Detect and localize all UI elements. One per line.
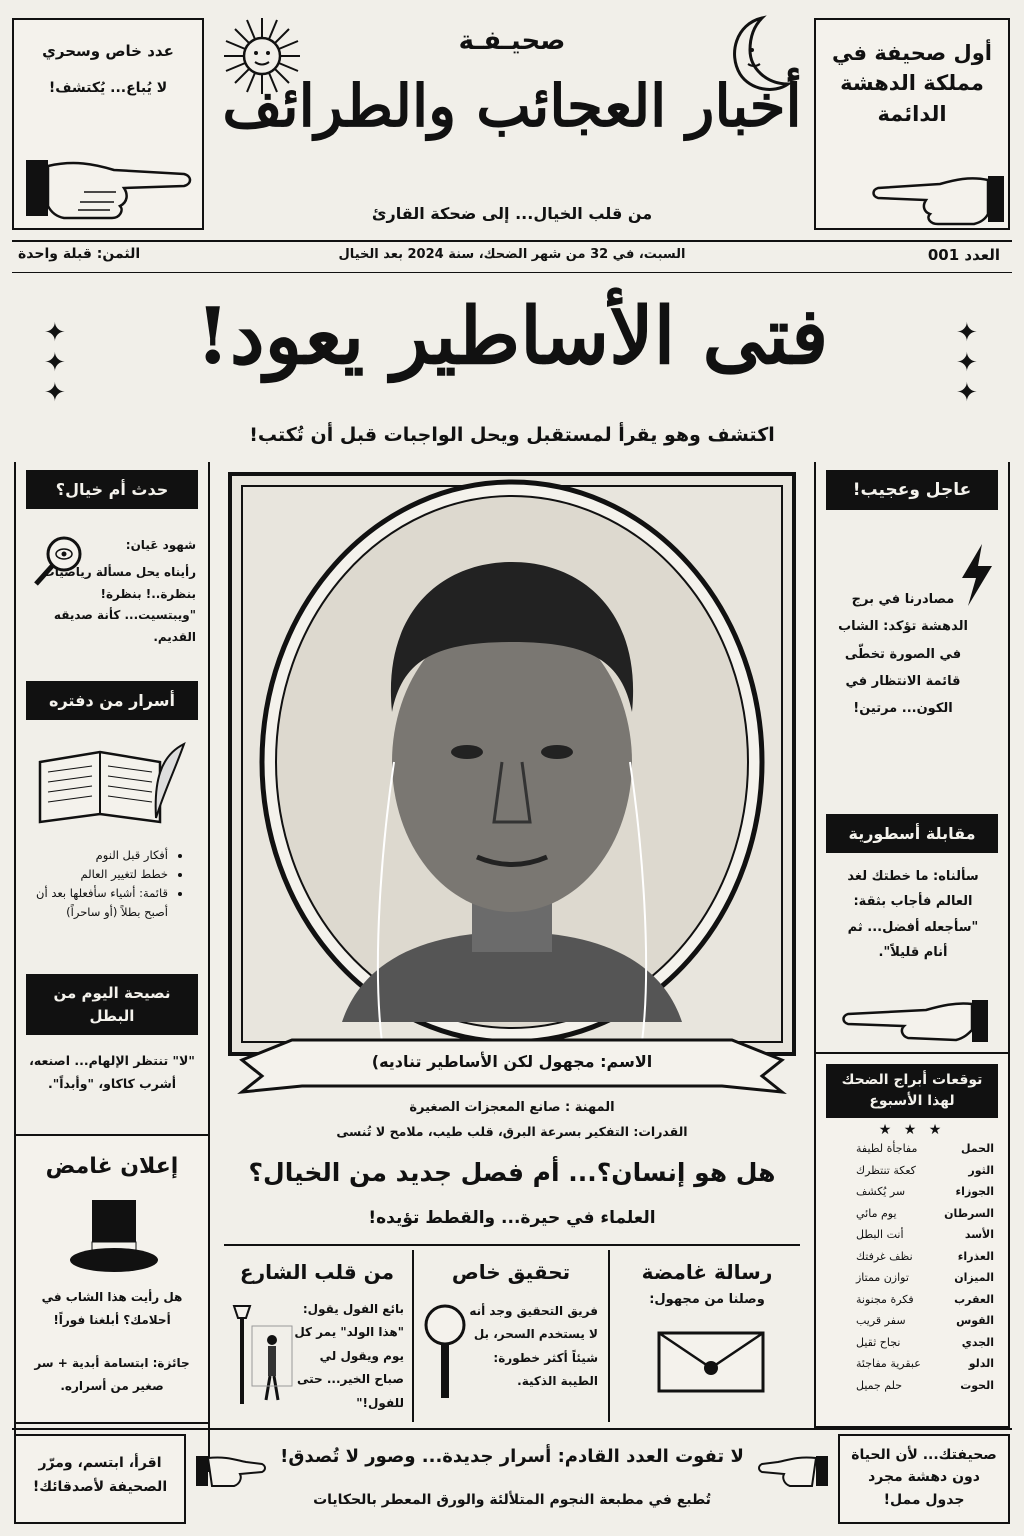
footer-left-box	[14, 1434, 186, 1524]
secrets-list	[32, 846, 182, 922]
investigation-body: فريق التحقيق وجد أنه لا يستخدم السحر، بل شيئاً أكثر خطورة: الطيبة الذكية.	[469, 1304, 598, 1389]
issue-price: الثمن: قبلة واحدة	[18, 246, 141, 262]
issue-date: السبت، في 32 من شهر الضحك، سنة 2024 بعد الخيال	[338, 247, 686, 262]
masthead-left-box	[12, 18, 204, 230]
list-item: الميزان توازن ممتاز	[856, 1271, 994, 1284]
mystery-ad-prize: جائزة: ابتسامة أبدية + سر صغير من أسراره.	[34, 1356, 190, 1393]
section-rule	[224, 1244, 800, 1246]
main-headline: فتى الأساطير يعود!	[195, 291, 829, 382]
portrait-powers: القدرات: التفكير بسرعة البرق، قلب طيب، ملامح لا تُنسى	[336, 1124, 688, 1139]
street-column	[224, 1250, 410, 1422]
interview-title: مقابلة أسطورية	[826, 814, 998, 853]
advice-title: نصيحة اليوم من البطل	[26, 974, 198, 1035]
quill-icon	[150, 742, 190, 822]
footer-next-issue: لا تفوت العدد القادم: أسرار جديدة... وصور لا تُصدق!	[280, 1446, 744, 1467]
star-icon: ★ ★ ★	[878, 1122, 946, 1138]
footer-rule	[12, 1428, 1012, 1430]
masthead-right-box	[814, 18, 1010, 230]
investigation-column	[418, 1250, 604, 1422]
breaking-body: مصادرنا في برج الدهشة تؤكد: الشاب في الصورة تخطّى قائمة الانتظار في الكون... مرتين!	[838, 592, 968, 717]
special-issue-text: عدد خاص وسحري	[42, 42, 174, 60]
footer-center	[196, 1434, 828, 1524]
column-divider	[608, 1250, 610, 1422]
portrait-frame	[222, 462, 802, 1142]
fact-or-fiction-title: حدث أم خيال؟	[26, 470, 198, 509]
star-icon: ✦ ✦ ✦	[44, 318, 66, 408]
mystery-ad-box	[14, 1134, 210, 1424]
list-item: الأسد أنت البطل	[856, 1228, 994, 1241]
first-newspaper-text: أول صحيفة في مملكة الدهشة الدائمة	[832, 41, 992, 126]
secrets-title: أسرار من دفتره	[26, 681, 198, 720]
pointing-hand-icon	[24, 146, 194, 226]
magnifier-icon	[422, 1302, 468, 1402]
horoscope-list	[816, 1138, 1008, 1396]
list-item: الحوت حلم جميل	[856, 1378, 994, 1392]
message-title: رسالة غامضة	[641, 1260, 773, 1284]
pointing-hand-icon	[840, 998, 990, 1044]
list-item: الثور كعكة تنتظرك	[856, 1163, 994, 1177]
footer-right-box	[838, 1434, 1010, 1524]
portrait-name: الاسم: مجهول لكن الأساطير تناديه)	[371, 1052, 653, 1071]
witnesses-label: شهود عَيان:	[125, 538, 196, 552]
list-item: السرطان يوم مائي	[856, 1206, 994, 1220]
list-item: • قائمة: أشياء سأفعلها بعد أن أصبح بطلاً (أو ساحراً)	[32, 884, 168, 922]
fact-or-fiction-body: رأيناه يحل مسألة رياضيات بنظرة..! بنظرة! "ويبتسيت... كأنة صديقه القديم.	[42, 565, 196, 644]
footer-left-text: اقرأ، ابتسم، ومرّر الصحيفة لأصدقائك!	[32, 1455, 168, 1495]
dateline-rule-top	[12, 240, 1012, 242]
investigation-title: تحقيق خاص	[451, 1260, 571, 1284]
mystery-ad-body: هل رأيت هذا الشاب في أحلامك؟ أبلغنا فوراً!	[41, 1290, 183, 1327]
street-title: من قلب الشارع	[239, 1260, 395, 1284]
issue-number: العدد 001	[927, 246, 1000, 264]
list-item: العقرب فكرة مجنونة	[856, 1292, 994, 1306]
interview-body: سألناه: ما خطتك لغد العالم فأجاب بثقة: "سأجعله أفضل... ثم أنام قليلاً".	[847, 869, 979, 961]
message-column	[614, 1250, 800, 1422]
street-body: بائع الفول يقول: "هذا الولد" يمر كل يوم ويقول لي صباح الخير... حتى للفول!"	[294, 1302, 404, 1410]
pointing-hand-icon	[196, 1450, 266, 1490]
column-divider	[412, 1250, 414, 1422]
list-item: الحمل مفاجأة لطيفة	[856, 1142, 994, 1155]
top-hat-icon	[66, 1194, 162, 1280]
list-item: • خطط لتغيير العالم	[32, 865, 168, 884]
kicker-text: صحيـفـة	[458, 26, 566, 56]
mystery-ad-title: إعلان غامض	[45, 1154, 179, 1179]
list-item: العذراء نظف غرفتك	[856, 1249, 994, 1263]
not-for-sale-text: لا يُباع... يُكتشف!	[48, 80, 168, 96]
second-story-title: هل هو إنسان؟... أم فصل جديد من الخيال؟	[248, 1158, 776, 1187]
list-item: • أفكار قبل النوم	[32, 846, 168, 865]
footer-printer: تُطبع في مطبعة النجوم المتلألئة والورق المعطر بالحكايات	[313, 1492, 711, 1508]
bottom-columns	[224, 1250, 800, 1422]
pointing-hand-icon	[870, 170, 1006, 226]
message-body: وصلنا من مجهول:	[649, 1292, 765, 1307]
masthead-center	[212, 12, 812, 232]
horoscope-box	[814, 1052, 1010, 1428]
masthead-title: أخبار العجائب والطرائف	[222, 72, 802, 140]
list-item: الدلو عبقرية مفاجئة	[856, 1357, 994, 1370]
main-subtitle: اكتشف وهو يقرأ لمستقبل ويحل الواجبات قبل أن تُكتب!	[249, 424, 775, 446]
dateline-rule-bottom	[12, 272, 1012, 273]
advice-body: "لا" تنتظر الإلهام... اصنعه، أشرب كاكاو، "وأبداً".	[29, 1053, 195, 1091]
masthead-tagline: من قلب الخيال... إلى ضحكة القارئ	[371, 204, 653, 223]
envelope-icon	[656, 1330, 766, 1394]
breaking-title: عاجل وعجيب!	[826, 470, 998, 510]
list-item: الجدي نجاح ثقيل	[856, 1335, 994, 1349]
list-item: القوس سفر قريب	[856, 1314, 994, 1327]
second-story-subtitle: العلماء في حيرة... والقطط تؤيده!	[368, 1208, 656, 1228]
star-icon: ✦ ✦ ✦	[956, 318, 978, 408]
list-item: الجوزاء سر يُكشف	[856, 1185, 994, 1198]
street-lamp-icon	[232, 1296, 294, 1406]
portrait-job: المهنة : صانع المعجزات الصغيرة	[409, 1100, 615, 1115]
horoscope-title: توقعات أبراج الضحك لهذا الأسبوع	[826, 1064, 998, 1118]
portrait-image	[222, 462, 802, 1062]
footer-right-text: صحيفتك... لأن الحياة دون دهشة مجرد جدول ممل!	[851, 1447, 997, 1508]
pointing-hand-icon	[758, 1450, 828, 1490]
